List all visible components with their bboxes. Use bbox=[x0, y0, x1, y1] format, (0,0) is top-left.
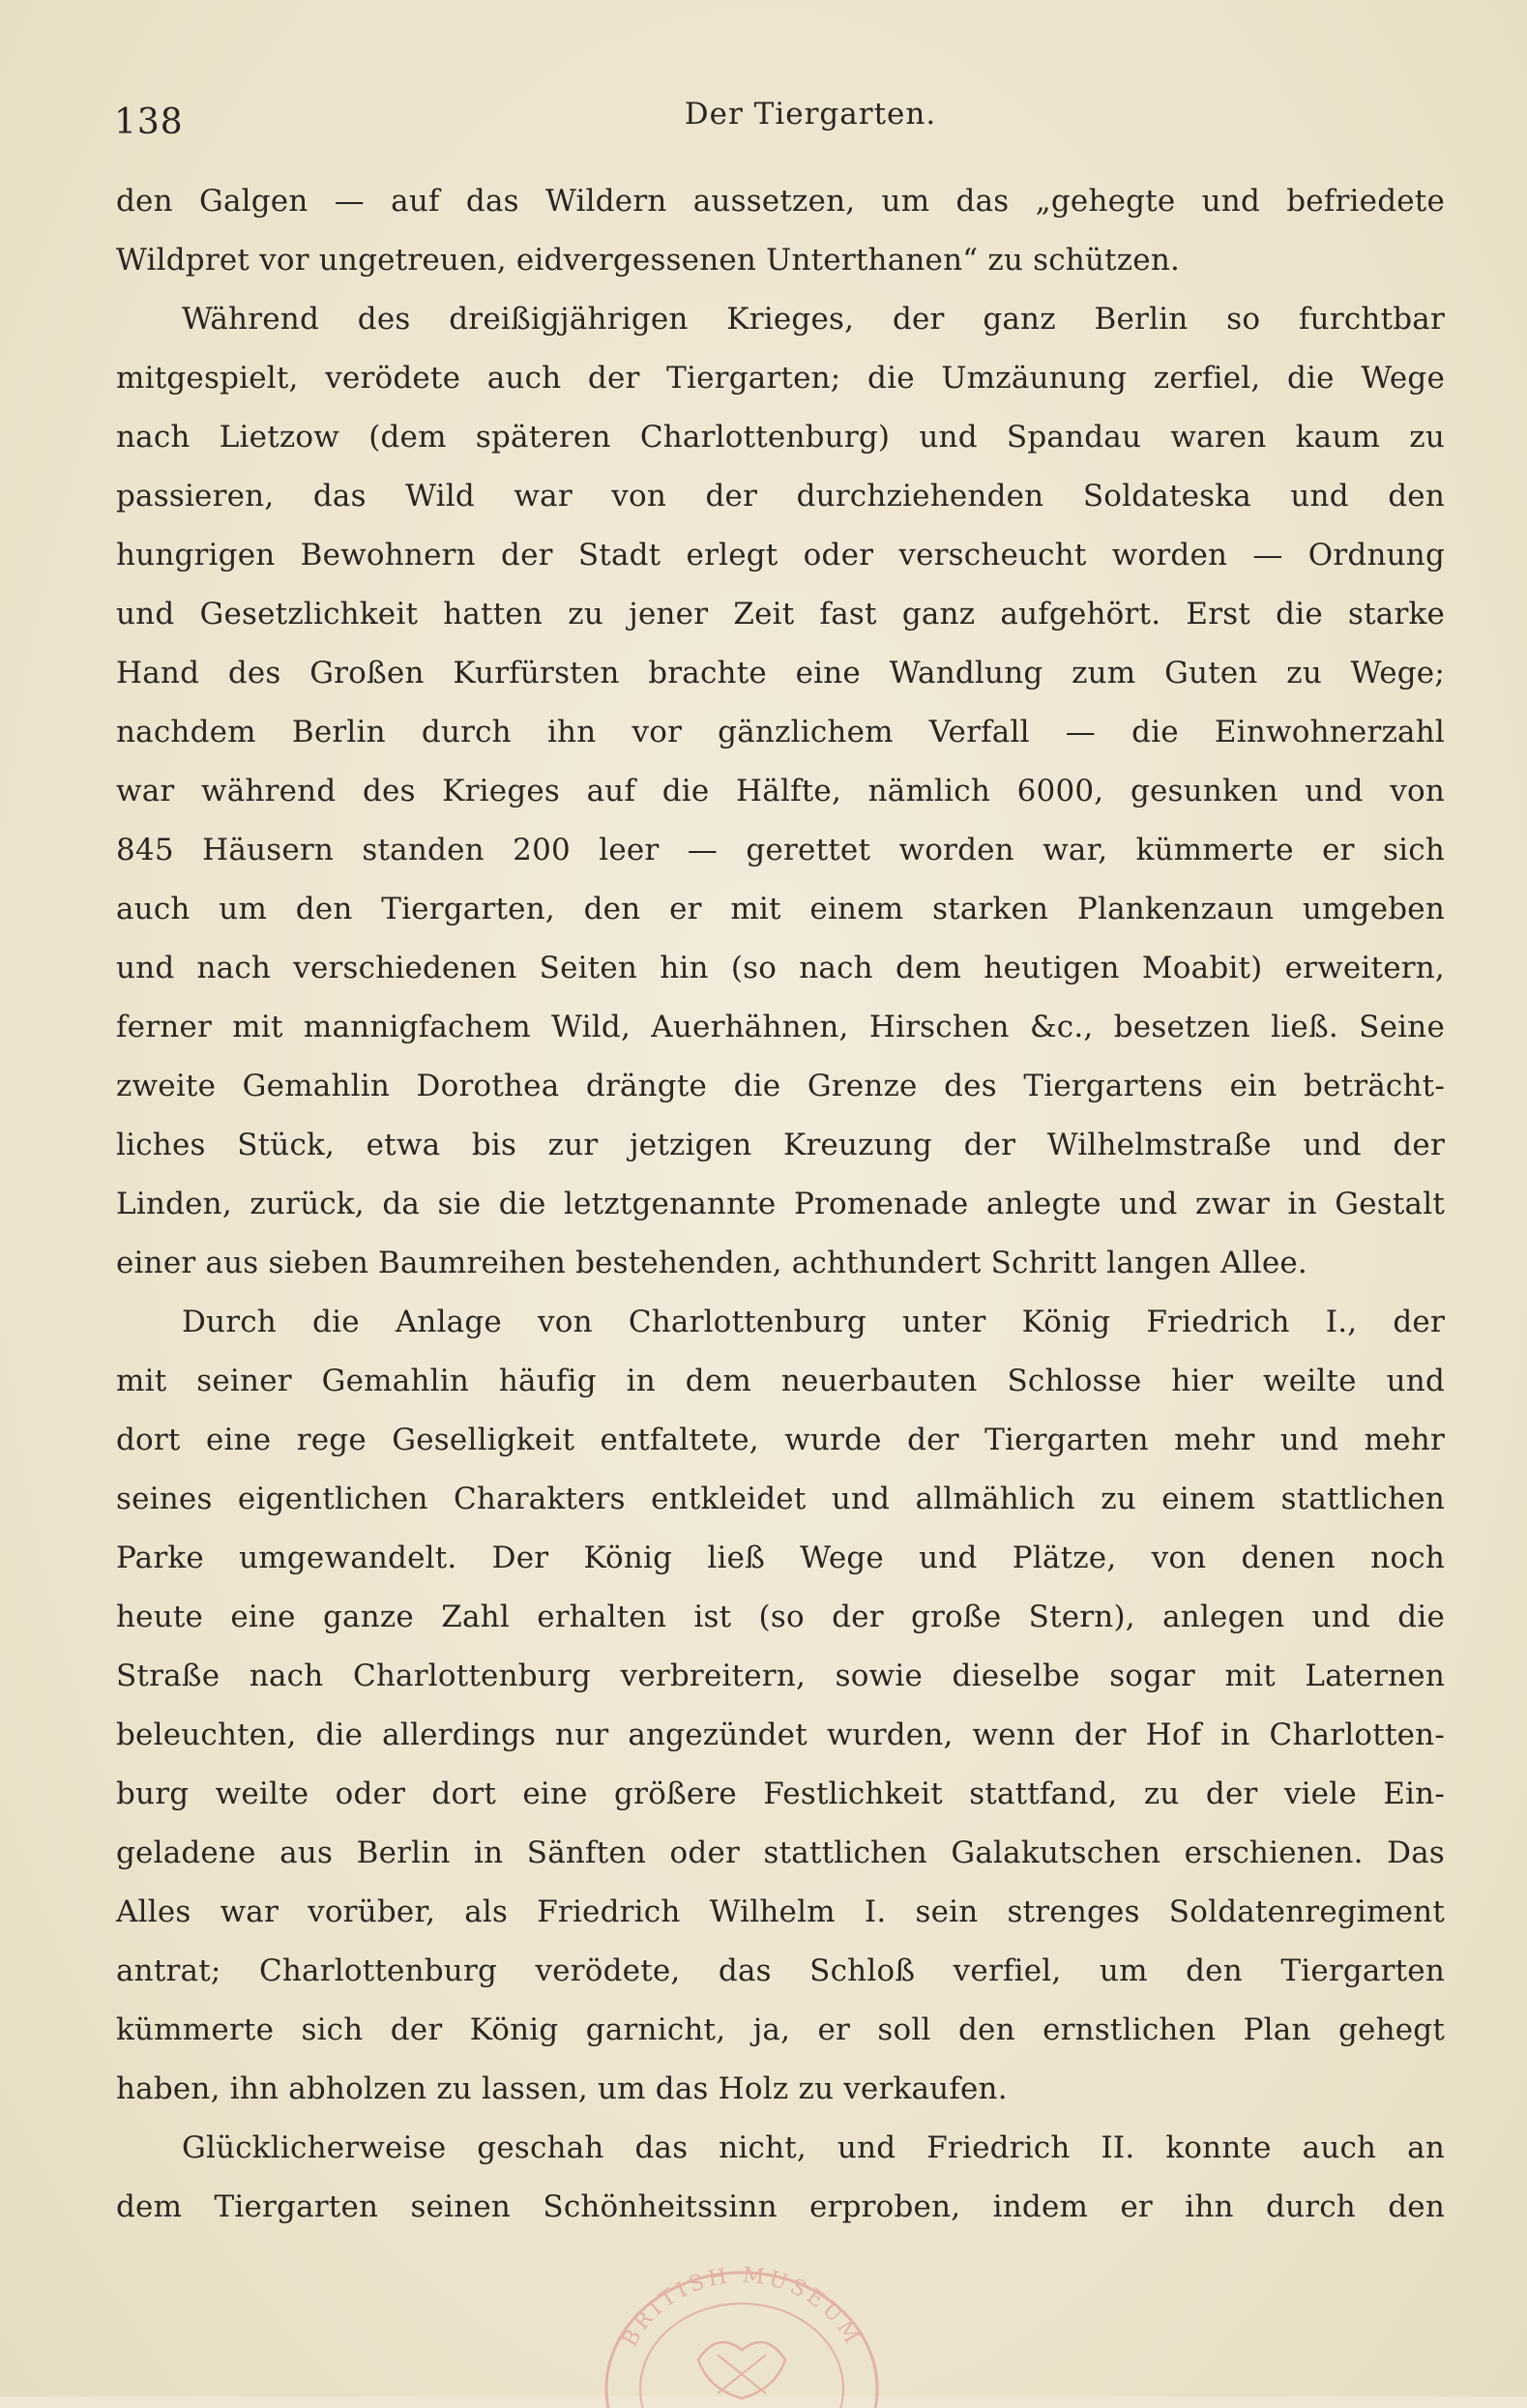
header-title: Der Tiergarten. bbox=[684, 97, 937, 132]
text-line-19: einer aus sieben Baumreihen bestehenden, achthundert Schritt langen Allee. bbox=[116, 1246, 1307, 1280]
text-line-2: Wildpret vor ungetreuen, eidvergessenen Unterthanen“ zu schützen. bbox=[116, 243, 1181, 278]
text-line-26: Straße nach Charlottenburg verbreitern, sowie dieselbe sogar mit Laternen bbox=[116, 1659, 1445, 1693]
text-line-4: mitgespielt, verödete auch der Tiergarten; die Umzäunung zerfiel, die Wege bbox=[116, 361, 1445, 396]
library-stamp bbox=[592, 2244, 892, 2408]
page-number: 138 bbox=[114, 103, 184, 142]
text-line-20: Durch die Anlage von Charlottenburg unter König Friedrich I., der bbox=[182, 1305, 1445, 1339]
text-line-21: mit seiner Gemahlin häufig in dem neuerbauten Schlosse hier weilte und bbox=[116, 1364, 1445, 1398]
text-line-24: Parke umgewandelt. Der König ließ Wege und Plätze, von denen noch bbox=[116, 1541, 1445, 1575]
text-line-32: kümmerte sich der König garnicht, ja, er soll den ernstlichen Plan gehegt bbox=[116, 2012, 1445, 2047]
text-line-29: geladene aus Berlin in Sänften oder stattlichen Galakutschen erschienen. Das bbox=[116, 1835, 1445, 1870]
text-line-33: haben, ihn abholzen zu lassen, um das Holz zu verkaufen. bbox=[116, 2071, 1008, 2106]
text-line-27: beleuchten, die allerdings nur angezündet wurden, wenn der Hof in Charlotten- bbox=[116, 1718, 1445, 1752]
stamp-outer-ring bbox=[606, 2273, 877, 2408]
text-line-13: auch um den Tiergarten, den er mit einem starken Plankenzaun umgeben bbox=[116, 892, 1445, 926]
text-line-17: liches Stück, etwa bis zur jetzigen Kreuzung der Wilhelmstraße und der bbox=[116, 1128, 1445, 1162]
text-line-6: passieren, das Wild war von der durchziehenden Soldateska und den bbox=[116, 479, 1445, 514]
text-line-23: seines eigentlichen Charakters entkleidet und allmählich zu einem stattlichen bbox=[116, 1482, 1445, 1516]
text-line-30: Alles war vorüber, als Friedrich Wilhelm I. sein strenges Soldatenregiment bbox=[116, 1894, 1445, 1929]
text-line-12: 845 Häusern standen 200 leer — gerettet worden war, kümmerte er sich bbox=[116, 833, 1445, 867]
text-line-1: den Galgen — auf das Wildern aussetzen, um das „gehegte und befriedete bbox=[116, 184, 1445, 219]
text-line-22: dort eine rege Geselligkeit entfaltete, wurde der Tiergarten mehr und mehr bbox=[116, 1423, 1445, 1457]
text-line-8: und Gesetzlichkeit hatten zu jener Zeit fast ganz aufgehört. Erst die starke bbox=[116, 597, 1445, 631]
text-line-3: Während des dreißigjährigen Krieges, der ganz Berlin so furchtbar bbox=[182, 302, 1445, 337]
text-line-10: nachdem Berlin durch ihn vor gänzlichem Verfall — die Einwohnerzahl bbox=[116, 715, 1445, 749]
text-line-5: nach Lietzow (dem späteren Charlottenburg) und Spandau waren kaum zu bbox=[116, 420, 1445, 455]
stamp-crest-detail bbox=[718, 2355, 766, 2393]
text-line-16: zweite Gemahlin Dorothea drängte die Grenze des Tiergartens ein beträcht- bbox=[116, 1069, 1445, 1103]
text-line-15: ferner mit mannigfachem Wild, Auerhähnen, Hirschen &c., besetzen ließ. Seine bbox=[116, 1010, 1445, 1044]
text-line-25: heute eine ganze Zahl erhalten ist (so der große Stern), anlegen und die bbox=[116, 1600, 1445, 1634]
stamp-text: BRITISH MUSEUM bbox=[617, 2263, 866, 2352]
text-line-9: Hand des Großen Kurfürsten brachte eine Wandlung zum Guten zu Wege; bbox=[116, 656, 1445, 690]
text-line-7: hungrigen Bewohnern der Stadt erlegt oder verscheucht worden — Ordnung bbox=[116, 538, 1445, 573]
text-line-18: Linden, zurück, da sie die letztgenannte Promenade anlegte und zwar in Gestalt bbox=[116, 1187, 1445, 1221]
text-line-14: und nach verschiedenen Seiten hin (so nach dem heutigen Moabit) erweitern, bbox=[116, 951, 1445, 985]
body-text bbox=[116, 172, 1445, 2237]
text-line-35: dem Tiergarten seinen Schönheitssinn erproben, indem er ihn durch den bbox=[116, 2189, 1445, 2224]
stamp-inner-ring bbox=[640, 2304, 843, 2408]
text-line-31: antrat; Charlottenburg verödete, das Schloß verfiel, um den Tiergarten bbox=[116, 1953, 1445, 1988]
text-line-28: burg weilte oder dort eine größere Festlichkeit stattfand, zu der viele Ein- bbox=[116, 1777, 1445, 1811]
running-head bbox=[114, 97, 1449, 155]
text-line-11: war während des Krieges auf die Hälfte, nämlich 6000, gesunken und von bbox=[116, 774, 1445, 808]
stamp-crest bbox=[698, 2342, 785, 2398]
text-line-34: Glücklicherweise geschah das nicht, und Friedrich II. konnte auch an bbox=[182, 2130, 1445, 2165]
